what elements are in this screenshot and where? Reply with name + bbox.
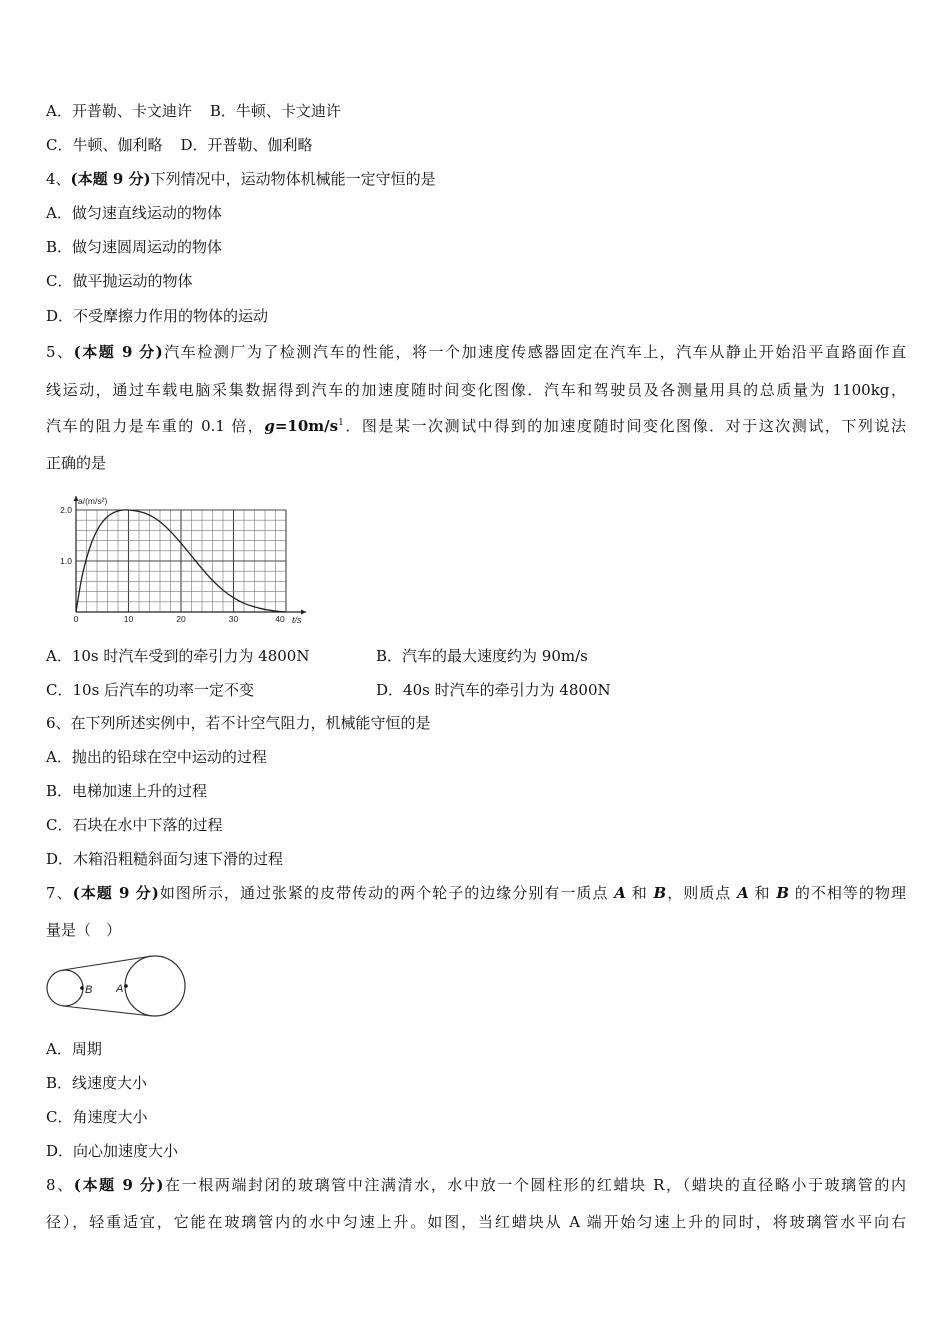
stem-text: 下列情况中，运动物体机械能一定守恒的是: [150, 170, 436, 188]
x-tick-label: 0: [73, 614, 79, 624]
q6-option-c: C．石块在水中下落的过程: [46, 816, 223, 834]
q3-options-row-2: [46, 135, 313, 155]
small-pulley: [47, 970, 83, 1006]
q6-option-d: D．木箱沿粗糙斜面匀速下滑的过程: [46, 850, 284, 868]
y-tick-label: 2.0: [60, 505, 72, 515]
q8-stem-line-1: [46, 1175, 906, 1195]
x-tick-label: 20: [176, 614, 186, 624]
q4-option-b: B．做匀速圆周运动的物体: [46, 238, 223, 256]
symbol-b: B: [776, 884, 790, 902]
q3-options-row-1: [46, 101, 341, 121]
x-tick-label: 10: [123, 614, 134, 624]
y-axis-label: a/(m/s²): [78, 496, 108, 506]
x-tick-label: 30: [228, 614, 239, 624]
point-b: [80, 986, 84, 990]
q7-option-c: C．角速度大小: [46, 1108, 148, 1126]
chart-grid: [76, 510, 286, 612]
q6-option-b: B．电梯加速上升的过程: [46, 782, 208, 800]
superscript: 1: [338, 418, 344, 428]
symbol-b: B: [653, 884, 667, 902]
belt-pulley-figure: [44, 953, 190, 1019]
q5-option-c: C．10s 后汽车的功率一定不变: [46, 681, 255, 699]
symbol-a: A: [737, 884, 749, 902]
q5-option-d: D．40s 时汽车的牵引力为 4800N: [376, 681, 611, 699]
stem-text: 在一根两端封闭的玻璃管中注满清水，水中放一个圆柱形的红蜡块 R，（蜡块的直径略小于玻璃管的内: [163, 1176, 907, 1194]
symbol-g: g: [264, 417, 275, 435]
point-a: [124, 984, 128, 988]
stem-text: ，则质点: [666, 884, 738, 902]
q5-stem-line-3: [46, 416, 906, 436]
stem-text: 汽车的阻力是车重的 0.1 倍，: [46, 417, 265, 435]
acceleration-time-chart: [48, 492, 310, 628]
question-number: 5、: [46, 343, 74, 361]
label-a: A: [116, 983, 124, 995]
score-tag: (本题 9 分): [73, 343, 163, 361]
stem-text: 汽车检测厂为了检测汽车的性能，将一个加速度传感器固定在汽车上，汽车从静止开始沿平直路面作直: [162, 343, 907, 361]
q8-stem-line-2: 径），轻重适宜，它能在玻璃管内的水中匀速上升。如图，当红蜡块从 A 端开始匀速上升的同时，将玻璃管水平向右: [46, 1213, 906, 1231]
q6-option-a: A．抛出的铅球在空中运动的过程: [46, 748, 267, 766]
stem-text: 和: [625, 884, 654, 902]
q5-stem-line-4: 正确的是: [46, 454, 107, 472]
q4-option-a: A．做匀速直线运动的物体: [46, 204, 222, 222]
option-b: B．牛顿、卡文迪许: [209, 102, 341, 120]
q7-option-a: A．周期: [46, 1040, 102, 1058]
option-a: A．开普勒、卡文迪许: [46, 102, 192, 120]
belt-top: [63, 956, 152, 970]
stem-text: 如图所示，通过张紧的皮带传动的两个轮子的边缘分别有一质点: [158, 884, 615, 902]
q7-stem-line-2: 量是（ ）: [46, 921, 122, 939]
stem-text: ．图是某一次测试中得到的加速度随时间变化图像．对于这次测试，下列说法: [343, 417, 906, 435]
question-number: 8、: [46, 1176, 74, 1194]
question-number: 7、: [46, 884, 73, 902]
q5-option-a: A．10s 时汽车受到的牵引力为 4800N: [46, 647, 310, 665]
q7-option-d: D．向心加速度大小: [46, 1142, 179, 1160]
score-tag: (本题 9 分): [73, 1176, 164, 1194]
stem-text: 的不相等的物理: [789, 884, 906, 902]
chart-axes: [74, 496, 307, 615]
option-c: C．牛顿、伽利略: [46, 136, 163, 154]
q7-option-b: B．线速度大小: [46, 1074, 148, 1092]
q5-option-b: B．汽车的最大速度约为 90m/s: [376, 647, 588, 665]
q4-option-c: C．做平抛运动的物体: [46, 272, 193, 290]
score-tag: (本题 9 分): [72, 884, 159, 902]
q6-stem: 6、在下列所述实例中，若不计空气阻力，机械能守恒的是: [46, 714, 431, 732]
q4-option-d: D．不受摩擦力作用的物体的运动: [46, 307, 269, 325]
x-tick-label: 40: [275, 614, 285, 624]
score-tag: (本题 9 分): [70, 170, 151, 188]
gravity-value: =10m/s: [274, 417, 339, 435]
symbol-a: A: [614, 884, 626, 902]
label-b: B: [85, 984, 93, 996]
stem-text: 和: [748, 884, 777, 902]
q5-stem-line-1: [46, 342, 906, 362]
option-d: D．开普勒、伽利略: [180, 136, 313, 154]
x-axis-label: t/s: [292, 615, 302, 625]
q5-stem-line-2: 线运动，通过车载电脑采集数据得到汽车的加速度随时间变化图像．汽车和驾驶员及各测量用具的总质量为 1100kg，: [46, 381, 906, 399]
y-tick-label: 1.0: [60, 556, 72, 566]
question-number: 4、: [46, 170, 71, 188]
large-pulley: [125, 956, 185, 1016]
q4-stem: [46, 169, 436, 189]
x-axis-arrow: [301, 610, 306, 615]
q7-stem-line-1: [46, 883, 906, 903]
